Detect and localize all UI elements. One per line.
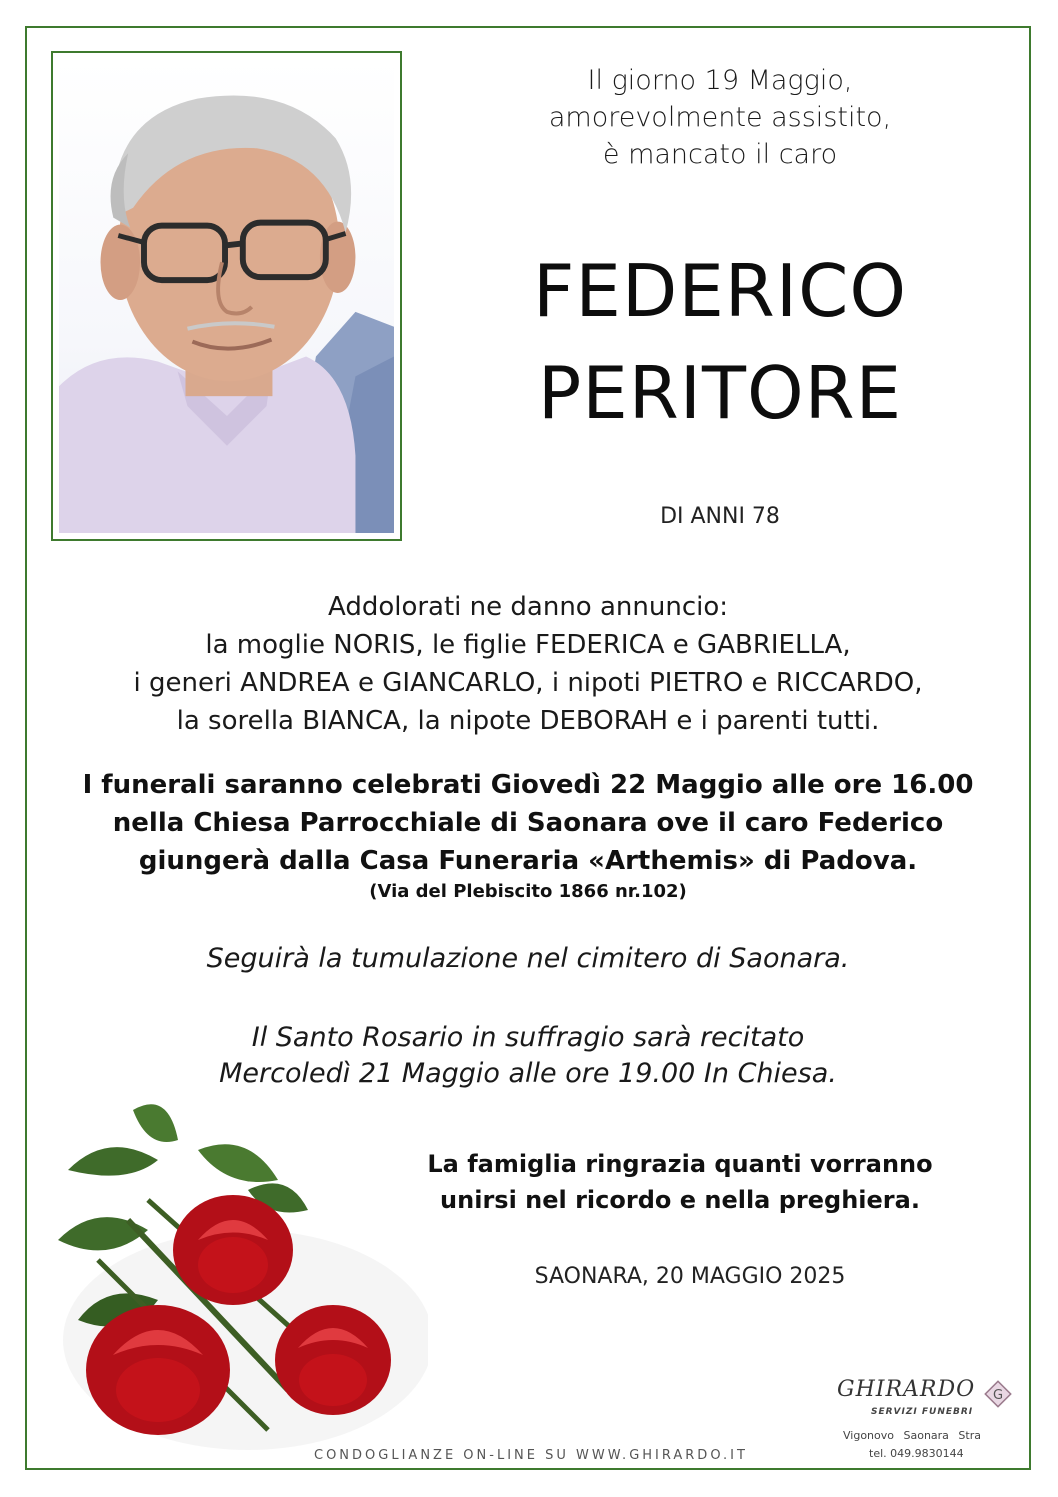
announcement-line: i generi ANDREA e GIANCARLO, i nipoti PIETRO e RICCARDO, [133,668,923,698]
burial-info: Seguirà la tumulazione nel cimitero di Saonara. [206,943,850,974]
portrait-photo [59,59,394,533]
logo-towns: Vigonovo Saonara Stra [843,1429,981,1442]
logo-mark: G [992,1388,1004,1403]
logo-tagline: SERVIZI FUNEBRI [871,1407,974,1417]
intro-line: amorevolmente assistito, [548,102,892,133]
deceased-age: DI ANNI 78 [660,504,780,529]
portrait-frame [51,51,402,541]
logo-phone: tel. 049.9830144 [869,1447,964,1460]
thanks-line: La famiglia ringrazia quanti vorranno [427,1150,933,1178]
intro-text [470,62,970,173]
rosary-line: Mercoledì 21 Maggio alle ore 19.00 In Chiesa. [219,1058,837,1089]
deceased-name [470,240,970,444]
first-name: FEDERICO [532,249,908,333]
funeral-line: I funerali saranno celebrati Giovedì 22 Maggio alle ore 16.00 [82,770,974,800]
place-date: SAONARA, 20 MAGGIO 2025 [534,1264,846,1289]
funeral-line: giungerà dalla Casa Funeraria «Arthemis» di Padova. [138,846,918,876]
announcement-line: la sorella BIANCA, la nipote DEBORAH e i parenti tutti. [176,706,880,736]
announcement [60,588,996,740]
announcement-line: la moglie NORIS, le figlie FEDERICA e GABRIELLA, [205,630,851,660]
condolences-footer: CONDOGLIANZE ON-LINE SU WWW.GHIRARDO.IT [314,1448,748,1463]
thanks-line: unirsi nel ricordo e nella preghiera. [440,1186,920,1214]
funeral-address: (Via del Plebiscito 1866 nr.102) [369,881,687,902]
intro-line: è mancato il caro [602,139,838,170]
roses-image [38,1090,428,1465]
last-name: PERITORE [537,351,903,435]
intro-line: Il giorno 19 Maggio, [587,65,853,96]
rosary-line: Il Santo Rosario in suffragio sarà recitato [251,1022,805,1053]
announcement-line: Addolorati ne danno annuncio: [327,592,729,622]
logo-brand: GHIRARDO [837,1377,976,1402]
funeral-line: nella Chiesa Parrocchiale di Saonara ove il caro Federico [112,808,944,838]
funeral-home-logo [833,1375,1023,1470]
logo-diamond-icon [983,1379,1013,1409]
funeral-info [60,766,996,904]
family-thanks [420,1146,940,1218]
rosary-info [60,1020,996,1092]
